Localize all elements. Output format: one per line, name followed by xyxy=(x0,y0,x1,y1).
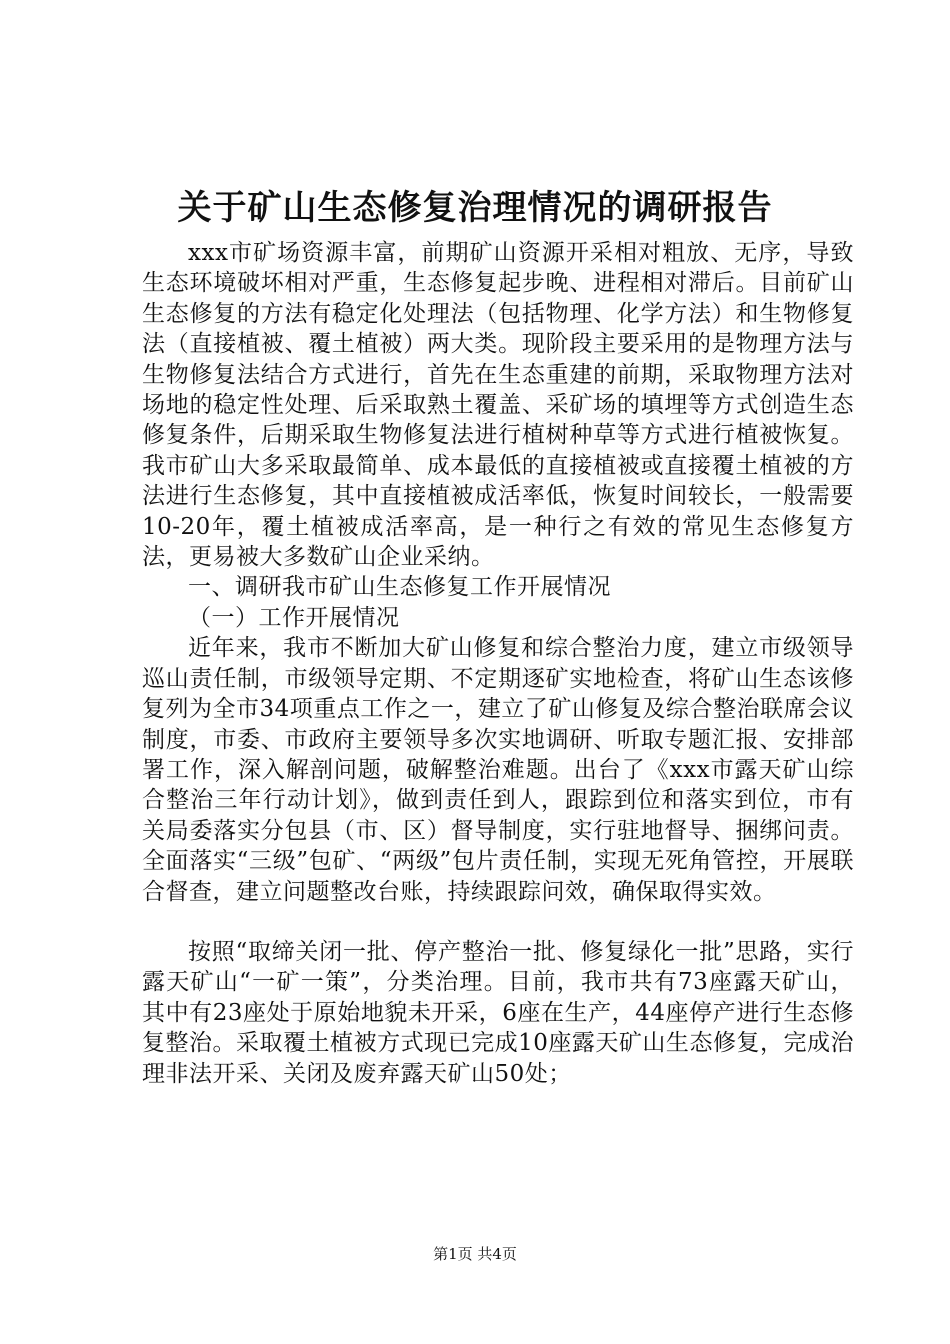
classification-paragraph: 按照“取缔关闭一批、停产整治一批、修复绿化一批”思路，实行露天矿山“一矿一策”，分类治理。目前，我市共有73座露天矿山，其中有23座处于原始地貌未开采，6座在生产，44座停产进行生态修复整治。采取覆土植被方式现已完成10座露天矿山生态修复，完成治理非法开采、关闭及废弃露天矿山50处； xyxy=(142,938,854,1087)
subsection-heading-1: （一）工作开展情况 xyxy=(188,604,400,631)
document-title: 关于矿山生态修复治理情况的调研报告 xyxy=(177,188,773,228)
work-progress-paragraph: 近年来，我市不断加大矿山修复和综合整治力度，建立市级领导巡山责任制，市级领导定期、不定期逐矿实地检查，将矿山生态该修复列为全市34项重点工作之一，建立了矿山修复及综合整治联席会议制度，市委、市政府主要领导多次实地调研、听取专题汇报、安排部署工作，深入解剖问题，破解整治难题。出台了《xxx市露天矿山综合整治三年行动计划》，做到责任到人，跟踪到位和落实到位，市有关局委落实分包县（市、区）督导制度，实行驻地督导、捆绑问责。全面落实“三级”包矿、“两级”包片责任制，实现无死角管控，开展联合督查，建立问题整改台账，持续跟踪问效，确保取得实效。 xyxy=(142,635,854,905)
section-heading-1: 一、调研我市矿山生态修复工作开展情况 xyxy=(188,574,611,601)
intro-paragraph: xxx市矿场资源丰富，前期矿山资源开采相对粗放、无序，导致生态环境破坏相对严重，生态修复起步晚、进程相对滞后。目前矿山生态修复的方法有稳定化处理法（包括物理、化学方法）和生物修复法（直接植被、覆土植被）两大类。现阶段主要采用的是物理方法与生物修复法结合方式进行，首先在生态重建的前期，采取物理方法对场地的稳定性处理、后采取熟土覆盖、采矿场的填埋等方式创造生态修复条件，后期采取生物修复法进行植树种草等方式进行植被恢复。我市矿山大多采取最简单、成本最低的直接植被或直接覆土植被的方法进行生态修复，其中直接植被成活率低，恢复时间较长，一般需要10-20年，覆土植被成活率高，是一种行之有效的常见生态修复方法，更易被大多数矿山企业采纳。 xyxy=(142,240,854,571)
page-number-footer: 第1页 共4页 xyxy=(433,1245,517,1263)
document-body xyxy=(142,238,854,1089)
